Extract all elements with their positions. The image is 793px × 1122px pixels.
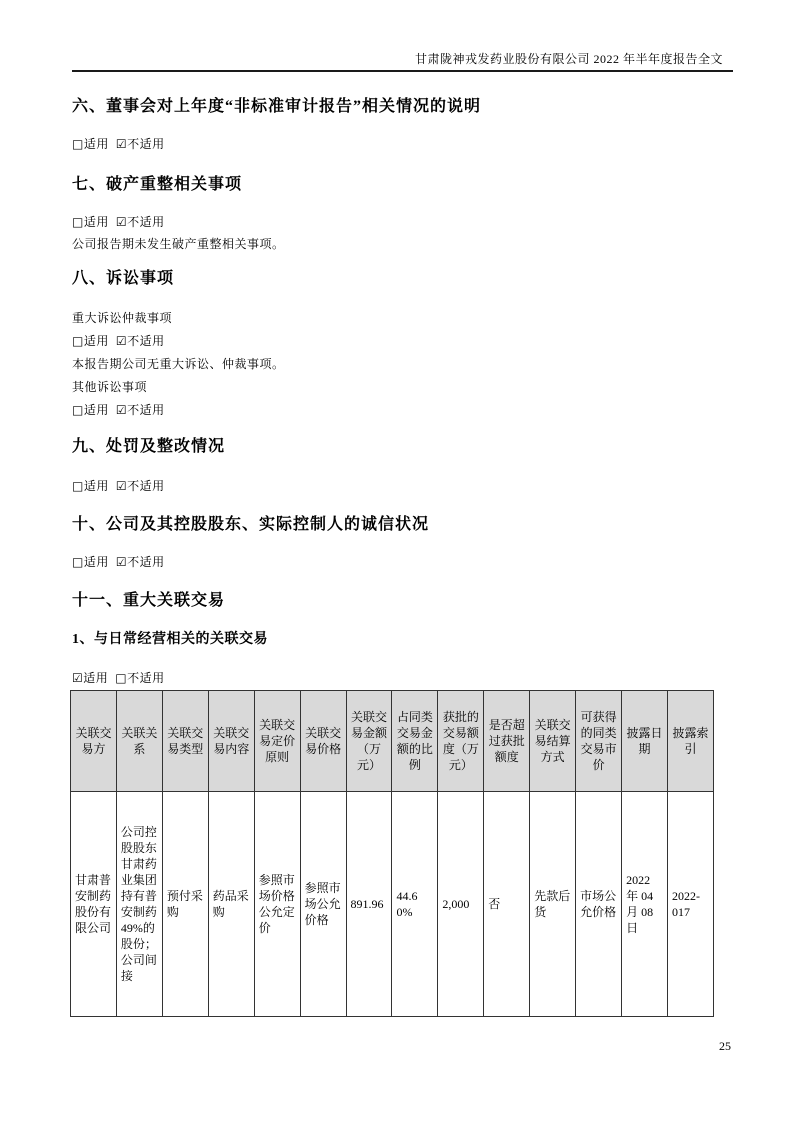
not-apply-label: 不适用 [127, 215, 165, 229]
column-header: 关联交易价格 [300, 691, 346, 792]
column-header: 关联交易内容 [208, 691, 254, 792]
table-cell-transaction-content: 药品采购 [208, 792, 254, 1017]
column-header: 披露索引 [667, 691, 713, 792]
section-9-title: 九、处罚及整改情况 [72, 438, 226, 455]
applicability-line-s8b [72, 402, 165, 418]
checkbox-unchecked-icon: □ [72, 479, 84, 493]
column-header: 关联交易金额（万元） [346, 691, 392, 792]
applicability-line-s7 [72, 214, 165, 230]
not-apply-label: 不适用 [127, 403, 165, 417]
checkbox-checked-icon: ☑ [115, 555, 128, 569]
column-header: 披露日期 [622, 691, 668, 792]
section-11-subheading: 1、与日常经营相关的关联交易 [72, 632, 268, 647]
section-8-subheading-other-litigation: 其他诉讼事项 [72, 380, 148, 394]
table-header-row [71, 691, 714, 792]
table-cell-disclosure-date: 2022 年 04 月 08 日 [622, 792, 668, 1017]
column-header: 获批的交易额度（万元） [438, 691, 484, 792]
checkbox-unchecked-icon: □ [72, 555, 84, 569]
apply-label: 适用 [83, 334, 109, 348]
applicability-line-s6 [72, 136, 165, 152]
table-cell-proportion: 44.60% [392, 792, 438, 1017]
table-row [71, 792, 714, 1017]
not-apply-label: 不适用 [127, 555, 165, 569]
table-cell-market-price: 市场公允价格 [576, 792, 622, 1017]
related-transactions-table [70, 690, 714, 1017]
checkbox-checked-icon: ☑ [115, 334, 128, 348]
column-header: 关联关系 [116, 691, 162, 792]
column-header: 关联交易类型 [162, 691, 208, 792]
checkbox-unchecked-icon: □ [115, 671, 128, 685]
column-header: 可获得的同类交易市价 [576, 691, 622, 792]
section-6-title: 六、董事会对上年度“非标准审计报告”相关情况的说明 [72, 98, 482, 115]
apply-label: 适用 [83, 479, 109, 493]
table-cell-transaction-price: 参照市场公允价格 [300, 792, 346, 1017]
checkbox-checked-icon: ☑ [115, 479, 128, 493]
checkbox-checked-icon: ☑ [72, 671, 84, 685]
applicability-line-s11 [72, 670, 165, 686]
checkbox-checked-icon: ☑ [115, 137, 128, 151]
checkbox-unchecked-icon: □ [72, 334, 84, 348]
not-apply-label: 不适用 [127, 479, 165, 493]
apply-label: 适用 [83, 671, 109, 685]
not-apply-label: 不适用 [127, 334, 165, 348]
section-11-title: 十一、重大关联交易 [72, 592, 226, 609]
section-7-title: 七、破产重整相关事项 [72, 176, 243, 193]
section-8-note: 本报告期公司无重大诉讼、仲裁事项。 [72, 357, 285, 371]
table-cell-settlement-method: 先款后货 [530, 792, 576, 1017]
apply-label: 适用 [83, 555, 109, 569]
column-header: 关联交易方 [71, 691, 117, 792]
table-cell-related-party: 甘肃普安制药股份有限公司 [71, 792, 117, 1017]
section-8-title: 八、诉讼事项 [72, 270, 175, 287]
column-header: 占同类交易金额的比例 [392, 691, 438, 792]
table-cell-transaction-amount: 891.96 [346, 792, 392, 1017]
table-cell-pricing-principle: 参照市场价格公允定价 [254, 792, 300, 1017]
applicability-line-s8a [72, 333, 165, 349]
column-header: 是否超过获批额度 [484, 691, 530, 792]
checkbox-unchecked-icon: □ [72, 137, 84, 151]
running-header: 甘肃陇神戎发药业股份有限公司 2022 年半年度报告全文 [414, 52, 723, 66]
column-header: 关联交易定价原则 [254, 691, 300, 792]
not-apply-label: 不适用 [127, 137, 165, 151]
section-7-note: 公司报告期未发生破产重整相关事项。 [72, 237, 285, 251]
apply-label: 适用 [83, 137, 109, 151]
applicability-line-s10 [72, 554, 165, 570]
page-number: 25 [719, 1039, 731, 1053]
checkbox-unchecked-icon: □ [72, 403, 84, 417]
table-cell-approved-quota: 2,000 [438, 792, 484, 1017]
table-cell-transaction-type: 预付采购 [162, 792, 208, 1017]
checkbox-checked-icon: ☑ [115, 403, 128, 417]
not-apply-label: 不适用 [127, 671, 165, 685]
table-cell-disclosure-index: 2022-017 [667, 792, 713, 1017]
checkbox-checked-icon: ☑ [115, 215, 128, 229]
section-8-subheading-major-litigation: 重大诉讼仲裁事项 [72, 311, 173, 325]
column-header: 关联交易结算方式 [530, 691, 576, 792]
applicability-line-s9 [72, 478, 165, 494]
checkbox-unchecked-icon: □ [72, 215, 84, 229]
table-cell-exceeds-quota: 否 [484, 792, 530, 1017]
apply-label: 适用 [83, 403, 109, 417]
section-10-title: 十、公司及其控股股东、实际控制人的诚信状况 [72, 516, 430, 533]
table-cell-relationship: 公司控股股东甘肃药业集团持有普安制药49%的股份；公司间接 [116, 792, 162, 1017]
header-divider [72, 70, 733, 72]
apply-label: 适用 [83, 215, 109, 229]
